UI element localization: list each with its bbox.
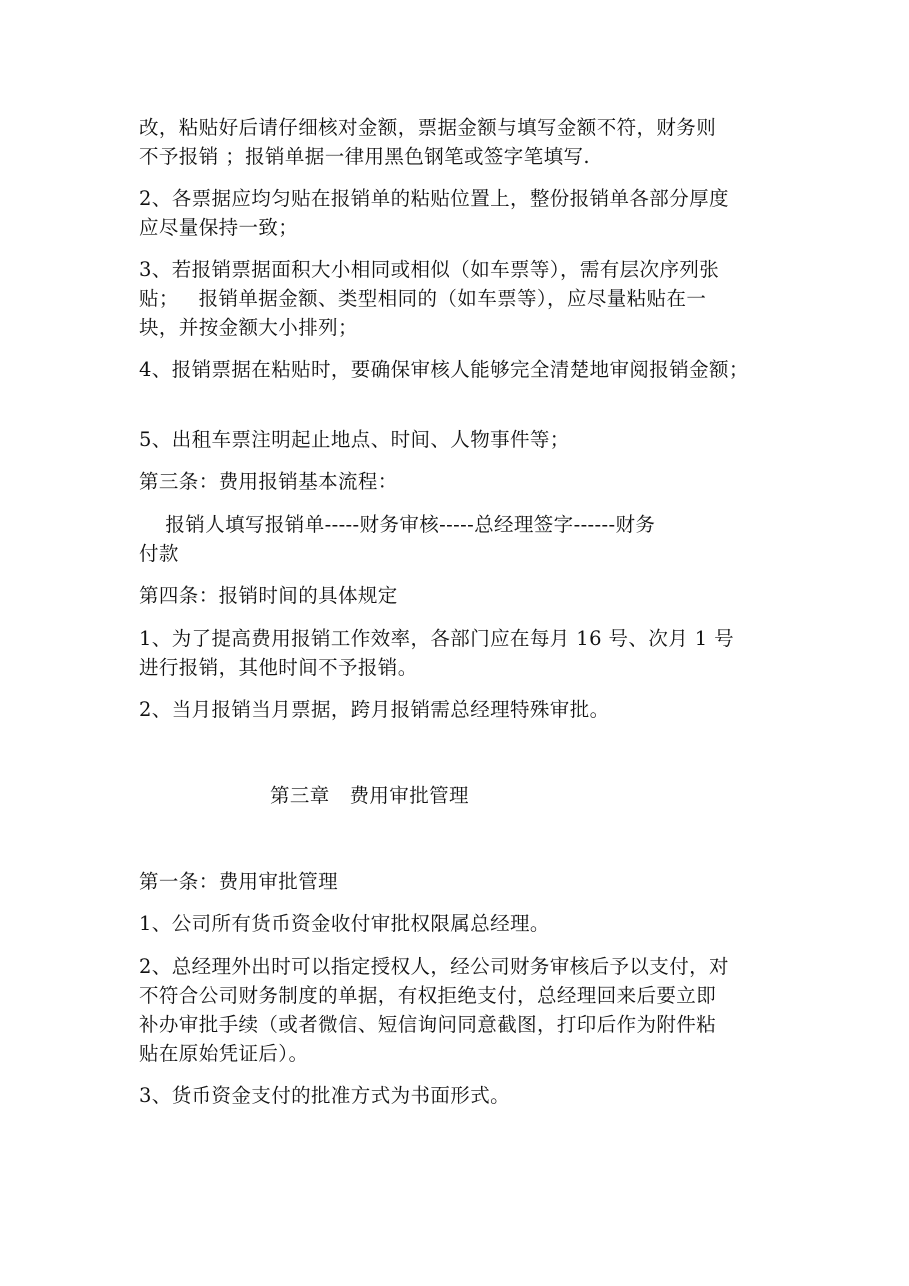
text-line: 贴； 报销单据金额、类型相同的（如车票等），应尽量粘贴在一 <box>139 287 707 310</box>
text-line: 3、货币资金支付的批准方式为书面形式。 <box>139 1084 511 1107</box>
text-line: 块，并按金额大小排列； <box>139 316 358 339</box>
text-line: 不符合公司财务制度的单据，有权拒绝支付，总经理回来后要立即 <box>139 984 717 1007</box>
text-line: 2、总经理外出时可以指定授权人，经公司财务审核后予以支付，对 <box>139 955 729 978</box>
text-line: 贴在原始凭证后）。 <box>139 1042 309 1065</box>
chapter-title: 第三章 费用审批管理 <box>270 784 469 807</box>
section-heading: 第三条：费用报销基本流程： <box>139 470 398 493</box>
text-line: 改，粘贴好后请仔细核对金额，票据金额与填写金额不符，财务则 <box>139 116 717 139</box>
text-line: 5、出租车票注明起止地点、时间、人物事件等； <box>139 428 570 451</box>
text-line: 应尽量保持一致； <box>139 216 299 239</box>
text-line: 3、若报销票据面积大小相同或相似（如车票等），需有层次序列张 <box>139 258 720 281</box>
text-line: 报销人填写报销单-----财务审核-----总经理签字------财务 <box>139 513 656 536</box>
text-line: 4、报销票据在粘贴时，要确保审核人能够完全清楚地审阅报销金额； <box>139 358 749 381</box>
section-heading: 第一条：费用审批管理 <box>139 870 339 893</box>
text-line: 1、为了提高费用报销工作效率，各部门应在每月 16 号、次月 1 号 <box>139 627 735 650</box>
text-line: 进行报销，其他时间不予报销。 <box>139 656 418 679</box>
text-line: 1、公司所有货币资金收付审批权限属总经理。 <box>139 912 550 935</box>
text-line: 付款 <box>139 542 179 565</box>
text-line: 补办审批手续（或者微信、短信询问同意截图，打印后作为附件粘 <box>139 1013 717 1036</box>
text-line: 2、各票据应均匀贴在报销单的粘贴位置上，整份报销单各部分厚度 <box>139 187 729 210</box>
text-line: 不予报销 ；报销单据一律用黑色钢笔或签字笔填写. <box>139 145 590 168</box>
text-line: 2、当月报销当月票据，跨月报销需总经理特殊审批。 <box>139 698 610 721</box>
section-heading: 第四条：报销时间的具体规定 <box>139 584 398 607</box>
